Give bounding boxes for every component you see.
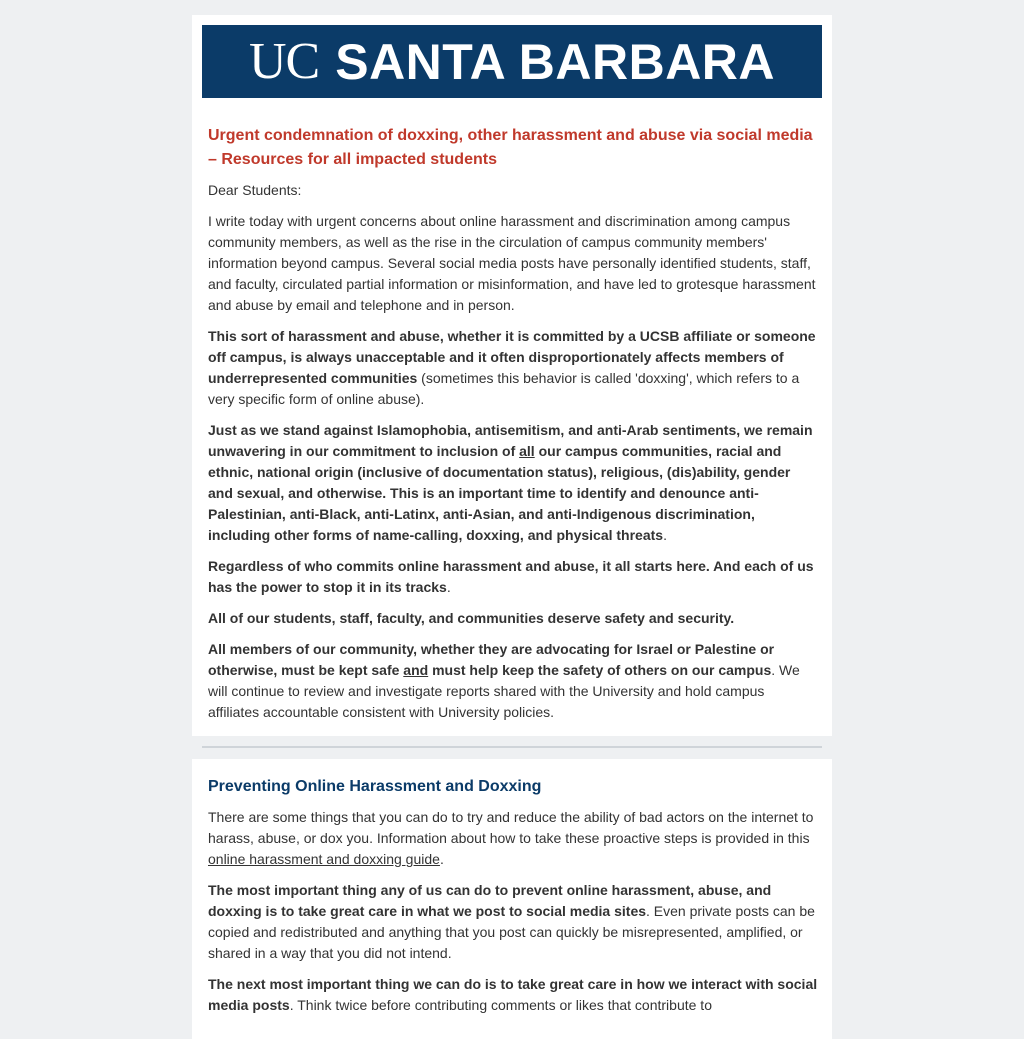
emphasis-and: and (403, 662, 429, 678)
paragraph-regardless-bold: Regardless of who commits online harassment and abuse, it all starts here. And each of us has the power to stop it in its tracks (208, 558, 814, 595)
paragraph-most-important-bold: The most important thing any of us can do to prevent online harassment, abuse, and doxxing is to take great care in what we post to social media sites (208, 882, 772, 919)
section-title-preventing: Preventing Online Harassment and Doxxing (208, 778, 542, 795)
prevention-body (208, 775, 818, 1026)
paragraph-inclusion-bold-a: Just as we stand against Islamophobia, antisemitism, and anti-Arab sentiments, we remain unwavering in our commitment to inclusion of (208, 422, 813, 459)
paragraph-inclusion-end: . (663, 527, 667, 543)
paragraph-inclusion-bold-b: our campus communities, racial and ethnic, national origin (inclusive of documentation status), religious, (dis)ability, gender and sexual, and otherwise. This is an important time to identify and denounce anti-Palestinian, anti-Black, anti-Latinx, anti-Asian, and anti-Indigenous discrimination, including other forms of name-calling, doxxing, and physical threats (208, 443, 791, 543)
paragraph-unacceptable (208, 326, 818, 410)
paragraph-proactive (208, 807, 818, 870)
paragraph-all-members (208, 639, 818, 723)
paragraph-inclusion (208, 420, 818, 546)
paragraph-regardless (208, 556, 818, 598)
paragraph-most-important-rest: . Even private posts can be copied and redistributed and anything that you post can quickly be misrepresented, amplified, or shared in a way that you did not intend. (208, 903, 815, 961)
paragraph-most-important (208, 880, 818, 964)
section-divider (202, 746, 822, 748)
paragraph-all-members-bold-a: All members of our community, whether they are advocating for Israel or Palestine or otherwise, must be kept safe (208, 641, 775, 678)
paragraph-next-important-rest: . Think twice before contributing comments or likes that contribute to (289, 997, 712, 1013)
ucsb-logo-banner (202, 25, 822, 98)
paragraph-regardless-end: . (446, 579, 451, 595)
prevention-card (192, 759, 832, 1039)
paragraph-concerns: I write today with urgent concerns about online harassment and discrimination among campus community members, as well as the rise in the circulation of campus community members' information beyond campus. Several social media posts have personally identified students, staff, and faculty, circulated partial information or misinformation, and have led to grotesque harassment and abuse by email and telephone and in person. (208, 213, 816, 313)
paragraph-next-important-bold: The next most important thing we can do is to take great care in how we interact with social media posts (208, 976, 818, 1013)
greeting: Dear Students: (208, 182, 302, 198)
announcement-card (192, 15, 832, 736)
paragraph-unacceptable-bold: This sort of harassment and abuse, whether it is committed by a UCSB affiliate or someone off campus, is always unacceptable and it often disproportionately affects members of underrepresented communities (208, 328, 816, 386)
paragraph-unacceptable-rest: (sometimes this behavior is called 'doxxing', which refers to a very specific form of online abuse). (208, 370, 800, 407)
paragraph-proactive-text: There are some things that you can do to try and reduce the ability of bad actors on the internet to harass, abuse, or dox you. Information about how to take these proactive steps is provided in this (208, 809, 814, 846)
paragraph-next-important (208, 974, 818, 1016)
paragraph-proactive-end: . (439, 851, 444, 867)
announcement-body (208, 124, 818, 733)
paragraph-safety (208, 608, 818, 629)
emphasis-all: all (519, 443, 535, 459)
alert-title: Urgent condemnation of doxxing, other harassment and abuse via social media – Resources for all impacted students (208, 127, 813, 168)
paragraph-all-members-bold-b: must help keep the safety of others on our campus (428, 662, 772, 678)
logo-santa-barbara: SANTA BARBARA (335, 33, 776, 90)
logo-uc: UC (248, 33, 320, 90)
paragraph-safety-bold: All of our students, staff, faculty, and communities deserve safety and security. (208, 610, 735, 626)
paragraph-all-members-rest: . We will continue to review and investigate reports shared with the University and hold campus affiliates accountable consistent with University policies. (208, 662, 800, 720)
doxxing-guide-link[interactable]: online harassment and doxxing guide (208, 851, 440, 867)
